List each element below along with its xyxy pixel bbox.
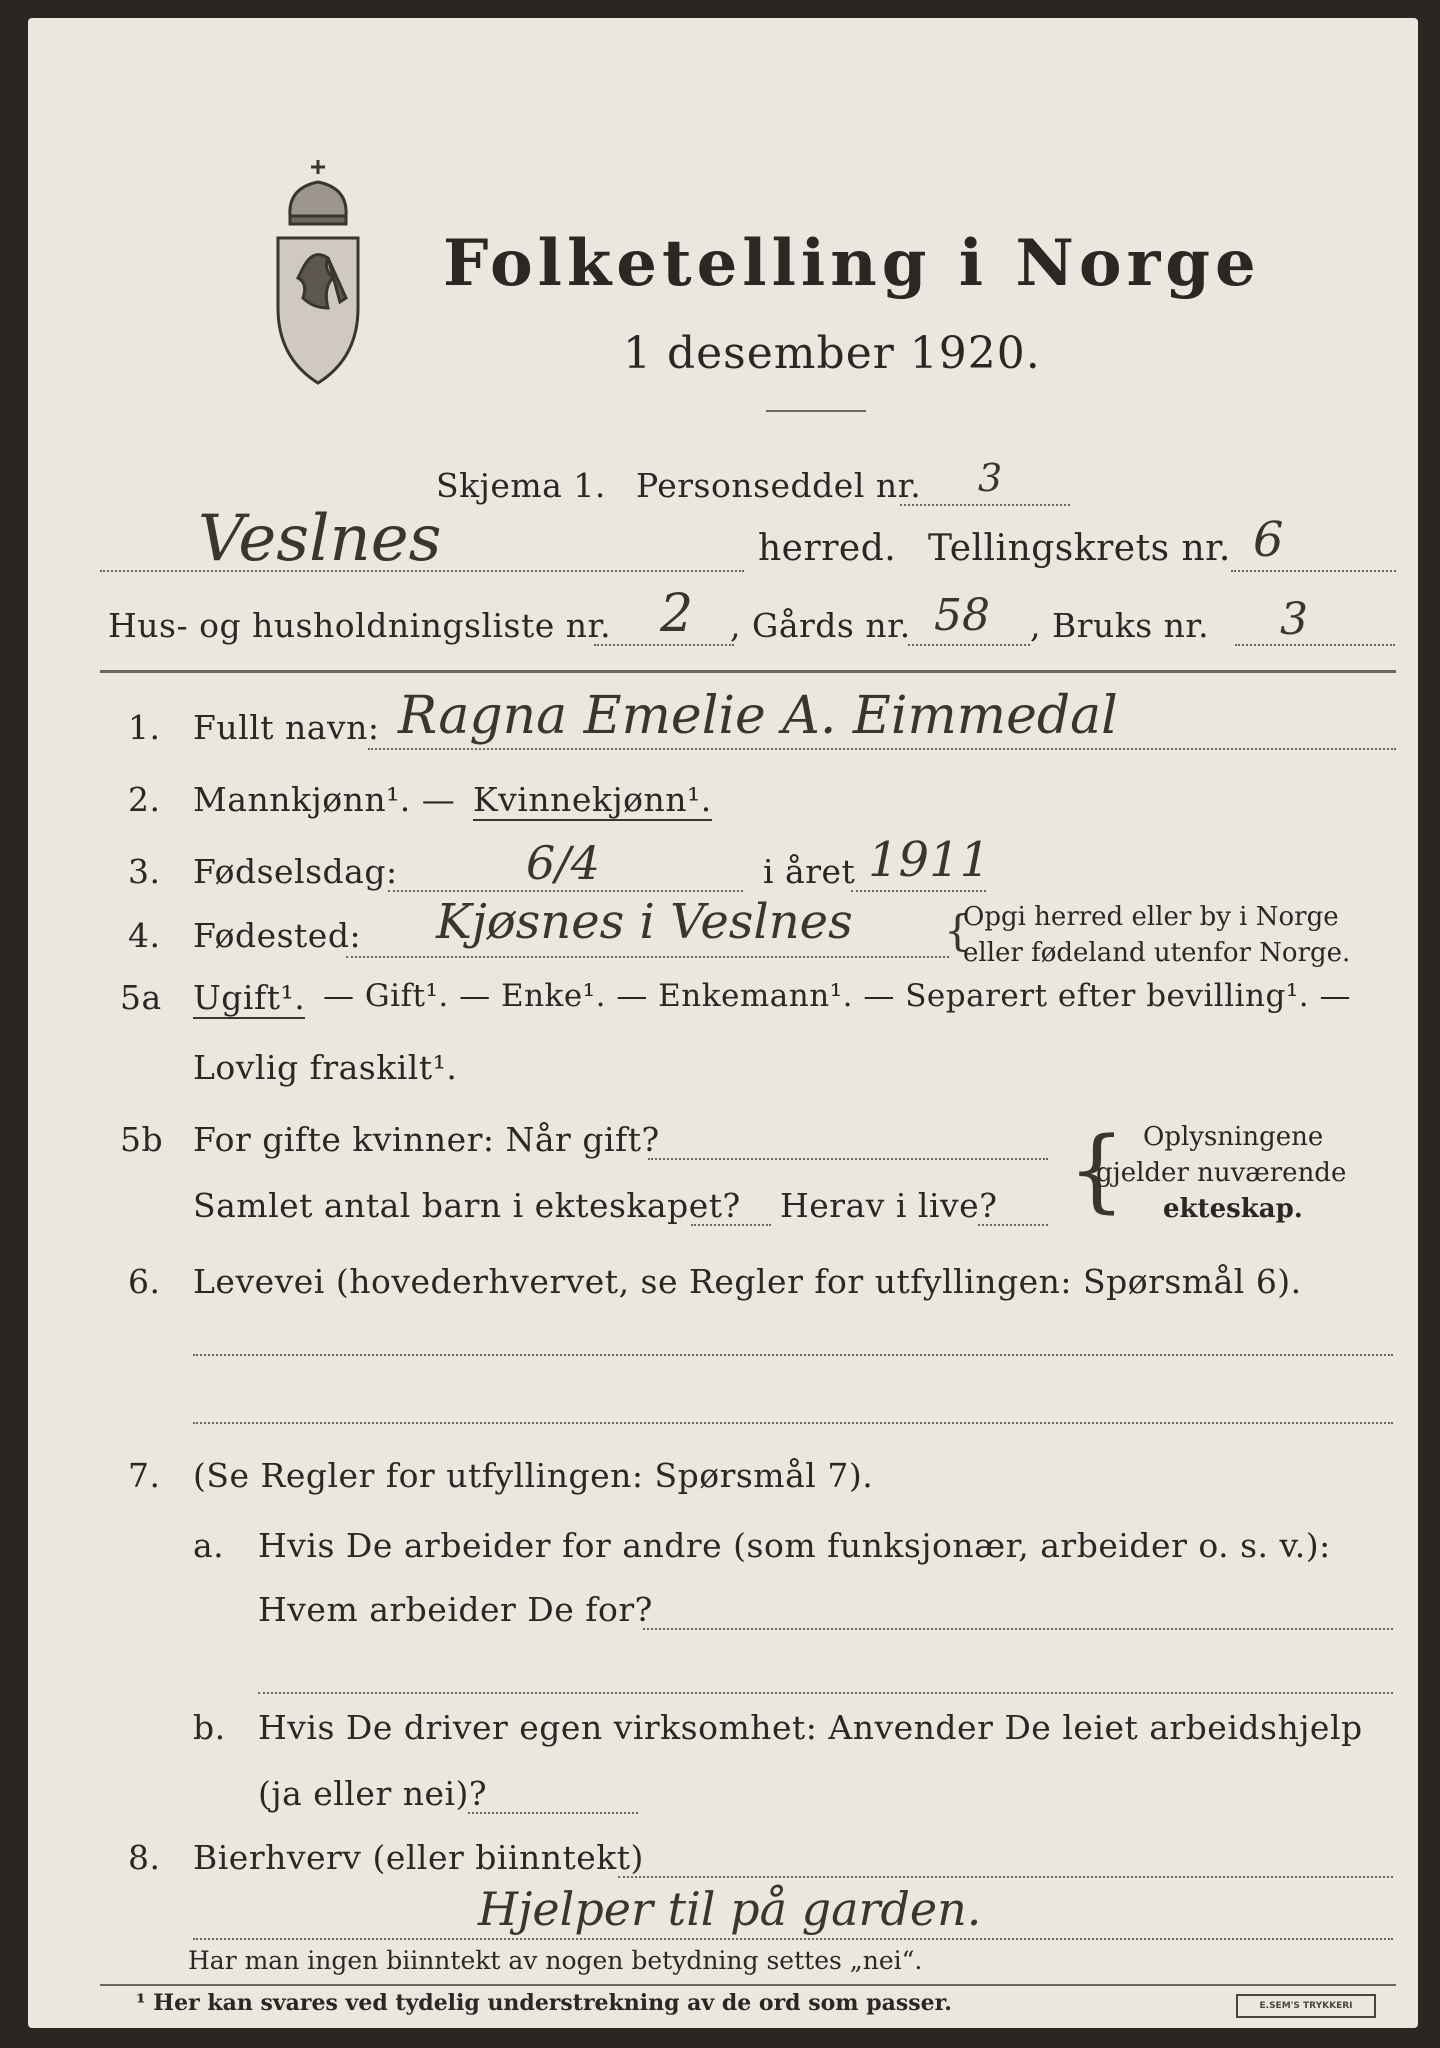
- q5a-ugift[interactable]: Ugift¹.: [193, 978, 306, 1017]
- husholdningsliste-label: Hus- og husholdningsliste nr.: [108, 606, 612, 645]
- q8-number: 8.: [128, 1838, 161, 1877]
- q5b-barn-label: Samlet antal barn i ekteskapet?: [193, 1186, 741, 1225]
- q7b-letter: b.: [193, 1708, 226, 1747]
- q4-note-line2: eller fødeland utenfor Norge.: [963, 938, 1351, 968]
- q5b-note-line3: ekteskap.: [1163, 1194, 1303, 1224]
- gards-label: , Gårds nr.: [730, 606, 911, 645]
- q3-year-value[interactable]: 1911: [868, 832, 991, 888]
- q7-label: (Se Regler for utfyllingen: Spørsmål 7).: [193, 1456, 874, 1495]
- herred-name-value[interactable]: Veslnes: [198, 502, 442, 576]
- q5b-bracket: {: [1068, 1118, 1126, 1223]
- q6-answer-line-2[interactable]: [193, 1422, 1393, 1424]
- husholdningsliste-value[interactable]: 2: [660, 584, 694, 644]
- q7a-answer-line-2[interactable]: [258, 1692, 1393, 1694]
- header-rule: [100, 670, 1396, 673]
- q6-label: Levevei (hovederhvervet, se Regler for utfyllingen: Spørsmål 6).: [193, 1262, 1302, 1301]
- title-divider: [766, 410, 866, 412]
- herred-label: herred.: [758, 528, 897, 569]
- q4-birthplace-value[interactable]: Kjøsnes i Veslnes: [436, 894, 853, 950]
- q7a-label: Hvis De arbeider for andre (som funksjonær, arbeider o. s. v.):: [258, 1526, 1331, 1565]
- footer-rule: [100, 1984, 1396, 1986]
- q3-birthday-value[interactable]: 6/4: [526, 836, 601, 890]
- q7b-ja-nei-label: (ja eller nei)?: [258, 1774, 488, 1813]
- q1-number: 1.: [128, 708, 161, 747]
- q3-aret-label: i året: [763, 852, 856, 891]
- coat-of-arms-icon: [268, 158, 368, 388]
- tellingskrets-label: Tellingskrets nr.: [928, 528, 1231, 569]
- q5a-lovlig-fraskilt: Lovlig fraskilt¹.: [193, 1048, 458, 1087]
- q7-number: 7.: [128, 1456, 161, 1495]
- q4-note-line1: Opgi herred eller by i Norge: [963, 902, 1339, 932]
- q2-kvinnekjonn[interactable]: Kvinnekjønn¹.: [473, 780, 712, 819]
- q6-answer-line-1[interactable]: [193, 1354, 1393, 1356]
- q5a-options: — Gift¹. — Enke¹. — Enkemann¹. — Separert efter bevilling¹. —: [323, 978, 1351, 1014]
- printer-stamp: E.SEM'S TRYKKERI: [1236, 1994, 1376, 2018]
- q5b-note-line2: gjelder nuværende: [1096, 1158, 1347, 1188]
- q2-mannkjonn: Mannkjønn¹. —: [193, 780, 456, 819]
- q8-bierhverv-value[interactable]: Hjelper til på garden.: [478, 1882, 982, 1936]
- q7b-label: Hvis De driver egen virksomhet: Anvender De leiet arbeidshjelp: [258, 1708, 1363, 1747]
- q5a-number: 5a: [120, 978, 162, 1017]
- census-form-page: [28, 18, 1418, 2028]
- q4-number: 4.: [128, 916, 161, 955]
- personseddel-label: Personseddel nr.: [636, 466, 922, 505]
- q8-label: Bierhverv (eller biinntekt): [193, 1838, 644, 1877]
- bruks-label: , Bruks nr.: [1030, 606, 1210, 645]
- q3-label: Fødselsdag:: [193, 852, 398, 891]
- gards-value[interactable]: 58: [934, 590, 990, 641]
- q7a-letter: a.: [193, 1526, 225, 1565]
- footnote: ¹ Her kan svares ved tydelig understrekning av de ord som passer.: [136, 1990, 952, 2016]
- form-date: 1 desember 1920.: [623, 328, 1041, 379]
- q6-number: 6.: [128, 1262, 161, 1301]
- q3-number: 3.: [128, 852, 161, 891]
- q7a-hvem-label: Hvem arbeider De for?: [258, 1590, 653, 1629]
- q2-number: 2.: [128, 780, 161, 819]
- q7b-answer-line[interactable]: [468, 1812, 638, 1814]
- q5b-note-line1: Oplysningene: [1143, 1122, 1324, 1152]
- q1-label: Fullt navn:: [193, 708, 380, 747]
- q8-note: Har man ingen biinntekt av nogen betydning settes „nei“.: [188, 1946, 923, 1975]
- q5b-live-label: Herav i live?: [780, 1186, 998, 1225]
- bruks-value[interactable]: 3: [1280, 594, 1308, 645]
- q1-full-name-value[interactable]: Ragna Emelie A. Eimmedal: [398, 686, 1118, 746]
- q4-bracket: {: [944, 906, 971, 955]
- q5b-label: For gifte kvinner: Når gift?: [193, 1120, 660, 1159]
- tellingskrets-value[interactable]: 6: [1253, 512, 1284, 568]
- q7a-answer-line-1[interactable]: [643, 1628, 1393, 1630]
- skjema-label: Skjema 1.: [436, 466, 606, 505]
- q5b-number: 5b: [120, 1120, 164, 1159]
- personseddel-value[interactable]: 3: [978, 456, 1003, 500]
- q4-label: Fødested:: [193, 916, 362, 955]
- form-title: Folketelling i Norge: [443, 226, 1261, 301]
